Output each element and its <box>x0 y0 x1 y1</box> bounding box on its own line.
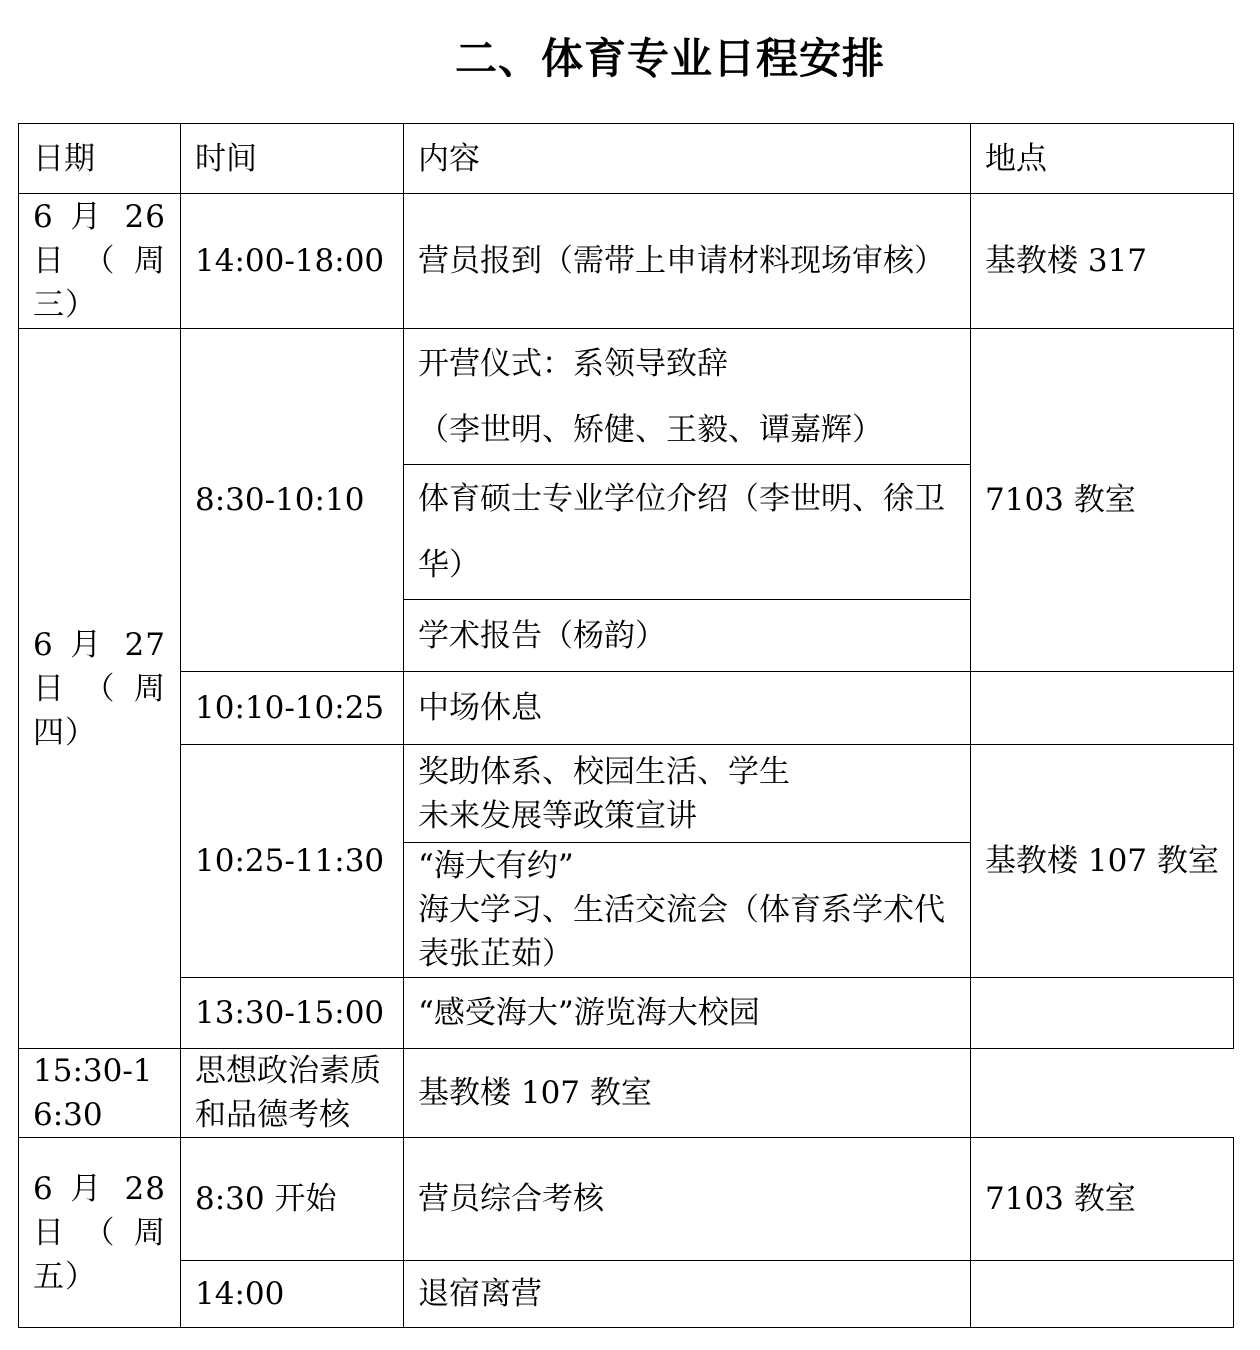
time-cell: 14:00-18:00 <box>181 194 404 329</box>
table-row <box>19 1138 1234 1261</box>
date-cell-june27: 6 月 27 日（周四） <box>19 329 181 1049</box>
content-cell-meetup <box>404 843 971 978</box>
time-cell: 8:30-10:10 <box>181 329 404 672</box>
header-date: 日期 <box>19 124 181 194</box>
policy-line-1: 奖助体系、校园生活、学生 <box>418 753 790 790</box>
location-cell-empty <box>971 1261 1234 1328</box>
date-cell-june26: 6 月 26 日（周三） <box>19 194 181 329</box>
header-content: 内容 <box>404 124 971 194</box>
content-cell-opening <box>404 329 971 465</box>
content-cell-intro: 体育硕士专业学位介绍（李世明、徐卫华） <box>404 465 971 600</box>
time-cell: 13:30-15:00 <box>181 978 404 1049</box>
location-cell-empty <box>971 672 1234 745</box>
time-cell: 10:25-11:30 <box>181 745 404 978</box>
meetup-line-1: “海大有约” <box>418 848 574 884</box>
table-row <box>19 672 1234 745</box>
table-row <box>19 978 1234 1049</box>
time-cell: 15:30-16:30 <box>19 1049 181 1138</box>
date-cell-june28: 6 月 28 日（周五） <box>19 1138 181 1328</box>
content-cell: 营员报到（需带上申请材料现场审核） <box>404 194 971 329</box>
table-row <box>19 329 1234 465</box>
content-cell: “感受海大”游览海大校园 <box>404 978 971 1049</box>
content-cell: 营员综合考核 <box>404 1138 971 1261</box>
location-cell: 基教楼 317 <box>971 194 1234 329</box>
page-title: 二、体育专业日程安排 <box>454 34 885 83</box>
content-cell: 中场休息 <box>404 672 971 745</box>
content-cell: 退宿离营 <box>404 1261 971 1328</box>
table-header-row <box>19 124 1234 194</box>
header-time: 时间 <box>181 124 404 194</box>
location-cell: 7103 教室 <box>971 1138 1234 1261</box>
schedule-table <box>18 123 1234 1328</box>
policy-line-2: 未来发展等政策宣讲 <box>418 797 697 834</box>
table-row <box>19 194 1234 329</box>
time-cell: 8:30 开始 <box>181 1138 404 1261</box>
header-location: 地点 <box>971 124 1234 194</box>
location-cell: 7103 教室 <box>971 329 1234 672</box>
table-row <box>19 1261 1234 1328</box>
location-cell: 基教楼 107 教室 <box>404 1049 971 1138</box>
time-cell: 14:00 <box>181 1261 404 1328</box>
time-cell: 10:10-10:25 <box>181 672 404 745</box>
table-row <box>19 1049 1234 1138</box>
opening-line-1: 开营仪式：系领导致辞 <box>418 345 728 382</box>
location-cell: 基教楼 107 教室 <box>971 745 1234 978</box>
content-cell-report: 学术报告（杨韵） <box>404 600 971 672</box>
table-row <box>19 745 1234 843</box>
opening-line-2: （李世明、矫健、王毅、谭嘉辉） <box>418 411 883 448</box>
content-cell-policy <box>404 745 971 843</box>
location-cell-empty <box>971 978 1234 1049</box>
content-cell: 思想政治素质和品德考核 <box>181 1049 404 1138</box>
meetup-line-2: 海大学习、生活交流会（体育系学术代表张芷茹） <box>418 892 945 972</box>
